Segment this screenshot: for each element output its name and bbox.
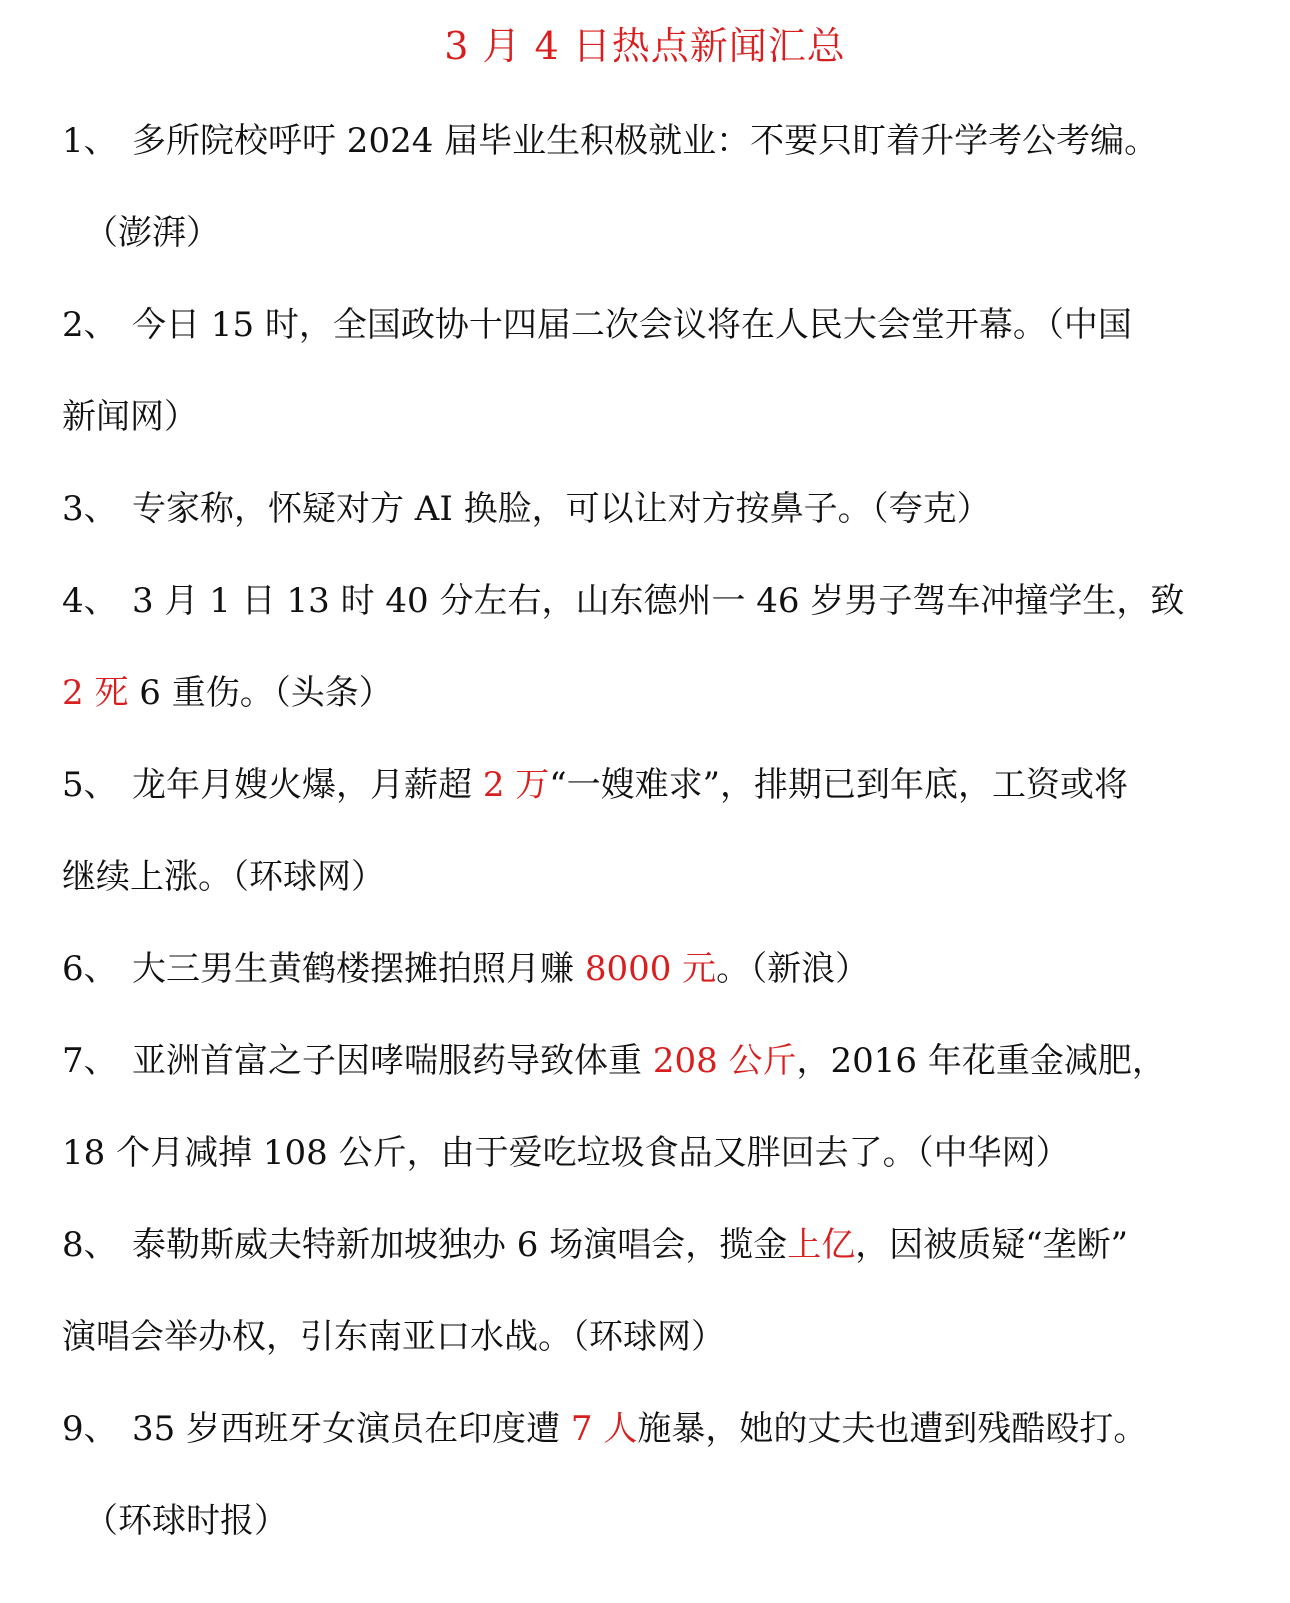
news-text: ，因被质疑“垄断” [855,1225,1129,1265]
news-item [62,744,1202,928]
news-text: 多所院校呼吁 2024 届毕业生积极就业：不要只盯着升学考公考编。 [132,121,1159,161]
item-number: 8、 [62,1225,118,1265]
news-line [62,836,1202,928]
news-text: 新闻网） [62,397,198,437]
news-line [62,1204,1202,1296]
highlight-text: 上亿 [787,1225,856,1265]
news-list [62,100,1202,1572]
highlight-text: 2 死 [62,673,129,713]
news-item [62,468,1202,560]
news-line [62,1112,1202,1204]
item-number: 2、 [62,305,118,345]
news-line [62,928,1202,1020]
news-text: 亚洲首富之子因哮喘服药导致体重 [132,1041,653,1081]
news-line [62,744,1202,836]
news-item [62,928,1202,1020]
news-text: 。（新浪） [716,949,870,989]
news-text: 35 岁西班牙女演员在印度遭 [132,1409,571,1449]
news-text: 演唱会举办权，引东南亚口水战。（环球网） [62,1317,725,1357]
item-number: 7、 [62,1041,118,1081]
news-text: （澎湃） [84,213,220,253]
news-text: 大三男生黄鹤楼摆摊拍照月赚 [132,949,585,989]
news-text: 龙年月嫂火爆，月薪超 [132,765,483,805]
news-line [62,1388,1202,1480]
item-number: 6、 [62,949,118,989]
news-line [62,468,1202,560]
news-line [62,284,1202,376]
highlight-text: 7 人 [570,1409,638,1449]
highlight-text: 2 万 [482,765,550,805]
news-text: 施暴，她的丈夫也遭到残酷殴打。 [637,1409,1148,1449]
news-line [62,376,1202,468]
page-title: 3 月 4 日热点新闻汇总 [444,24,846,68]
news-text: “一嫂难求”，排期已到年底，工资或将 [549,765,1129,805]
item-number: 9、 [62,1409,118,1449]
news-text: 6 重伤。（头条） [128,673,393,713]
news-item [62,1388,1202,1572]
news-text: 18 个月减掉 108 公斤，由于爱吃垃圾食品又胖回去了。（中华网） [62,1133,1070,1173]
news-line [62,1480,1202,1572]
news-line [62,560,1202,652]
item-number: 5、 [62,765,118,805]
news-text: 专家称，怀疑对方 AI 换脸，可以让对方按鼻子。（夸克） [132,489,991,529]
item-number: 3、 [62,489,118,529]
news-item [62,100,1202,284]
item-number: 4、 [62,581,118,621]
highlight-text: 208 公斤 [652,1041,797,1081]
news-line [62,192,1202,284]
highlight-text: 8000 元 [584,949,717,989]
news-line [62,652,1202,744]
news-item [62,1204,1202,1388]
news-line [62,1296,1202,1388]
news-line [62,1020,1202,1112]
news-item [62,560,1202,744]
news-item [62,1020,1202,1204]
news-text: 继续上涨。（环球网） [62,857,385,897]
item-number: 1、 [62,121,118,161]
news-text: ，2016 年花重金减肥， [796,1041,1166,1081]
news-text: 今日 15 时，全国政协十四届二次会议将在人民大会堂开幕。（中国 [132,305,1132,345]
news-item [62,284,1202,468]
news-text: （环球时报） [84,1501,288,1541]
news-text: 泰勒斯威夫特新加坡独办 6 场演唱会，揽金 [132,1225,788,1265]
news-line [62,100,1202,192]
news-text: 3 月 1 日 13 时 40 分左右，山东德州一 46 岁男子驾车冲撞学生，致 [132,581,1185,621]
